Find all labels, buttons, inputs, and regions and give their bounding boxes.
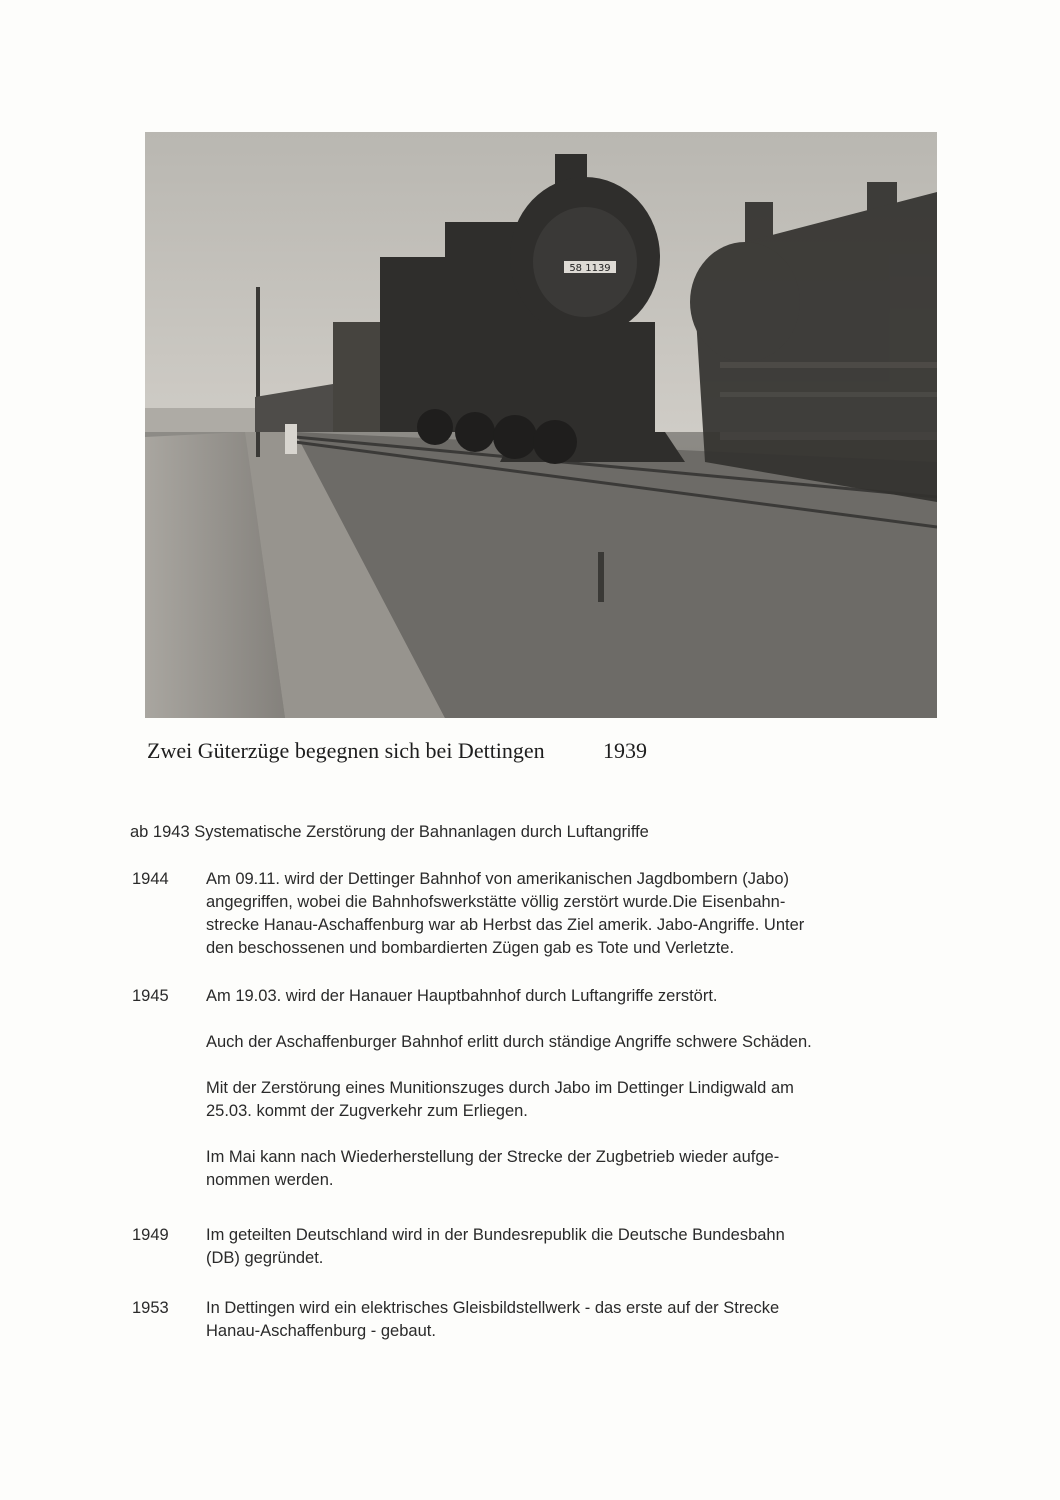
entry-year: 1953 [132, 1299, 169, 1317]
entry-year: 1945 [132, 987, 169, 1005]
intro-line: ab 1943 Systematische Zerstörung der Bahnanlagen durch Luftangriffe [130, 823, 649, 841]
entry-text [206, 1297, 926, 1343]
entry-text [206, 985, 926, 1192]
caption-year: 1939 [603, 738, 647, 763]
text-line: 25.03. kommt der Zugverkehr zum Erliegen. [206, 1102, 528, 1120]
entry-year: 1949 [132, 1226, 169, 1244]
engine-number: 58 1139 [569, 263, 611, 274]
historic-train-photo [145, 132, 937, 718]
text-line: den beschossenen und bombardierten Zügen gab es Tote und Verletzte. [206, 939, 735, 957]
text-line: Im Mai kann nach Wiederherstellung der Strecke der Zugbetrieb wieder aufge- [206, 1148, 780, 1166]
text-line: strecke Hanau-Aschaffenburg war ab Herbst das Ziel amerik. Jabo-Angriffe. Unter [206, 916, 805, 934]
entry-year: 1944 [132, 870, 169, 888]
text-line: Mit der Zerstörung eines Munitionszuges durch Jabo im Dettinger Lindigwald am [206, 1079, 794, 1097]
text-line: Am 09.11. wird der Dettinger Bahnhof von amerikanischen Jagdbombern (Jabo) [206, 870, 790, 888]
text-line: In Dettingen wird ein elektrisches Gleisbildstellwerk - das erste auf der Strecke [206, 1299, 780, 1317]
text-line: Im geteilten Deutschland wird in der Bundesrepublik die Deutsche Bundesbahn [206, 1226, 785, 1244]
photo-caption [147, 738, 647, 764]
caption-text: Zwei Güterzüge begegnen sich bei Dettingen [147, 738, 545, 763]
entry-text [206, 868, 926, 960]
text-line: Hanau-Aschaffenburg - gebaut. [206, 1322, 436, 1340]
text-line: Am 19.03. wird der Hanauer Hauptbahnhof durch Luftangriffe zerstört. [206, 987, 718, 1005]
text-line: nommen werden. [206, 1171, 334, 1189]
entry-text [206, 1224, 926, 1270]
text-line: Auch der Aschaffenburger Bahnhof erlitt durch ständige Angriffe schwere Schäden. [206, 1033, 812, 1051]
text-line: angegriffen, wobei die Bahnhofswerkstätte völlig zerstört wurde.Die Eisenbahn- [206, 893, 786, 911]
text-line: (DB) gegründet. [206, 1249, 324, 1267]
